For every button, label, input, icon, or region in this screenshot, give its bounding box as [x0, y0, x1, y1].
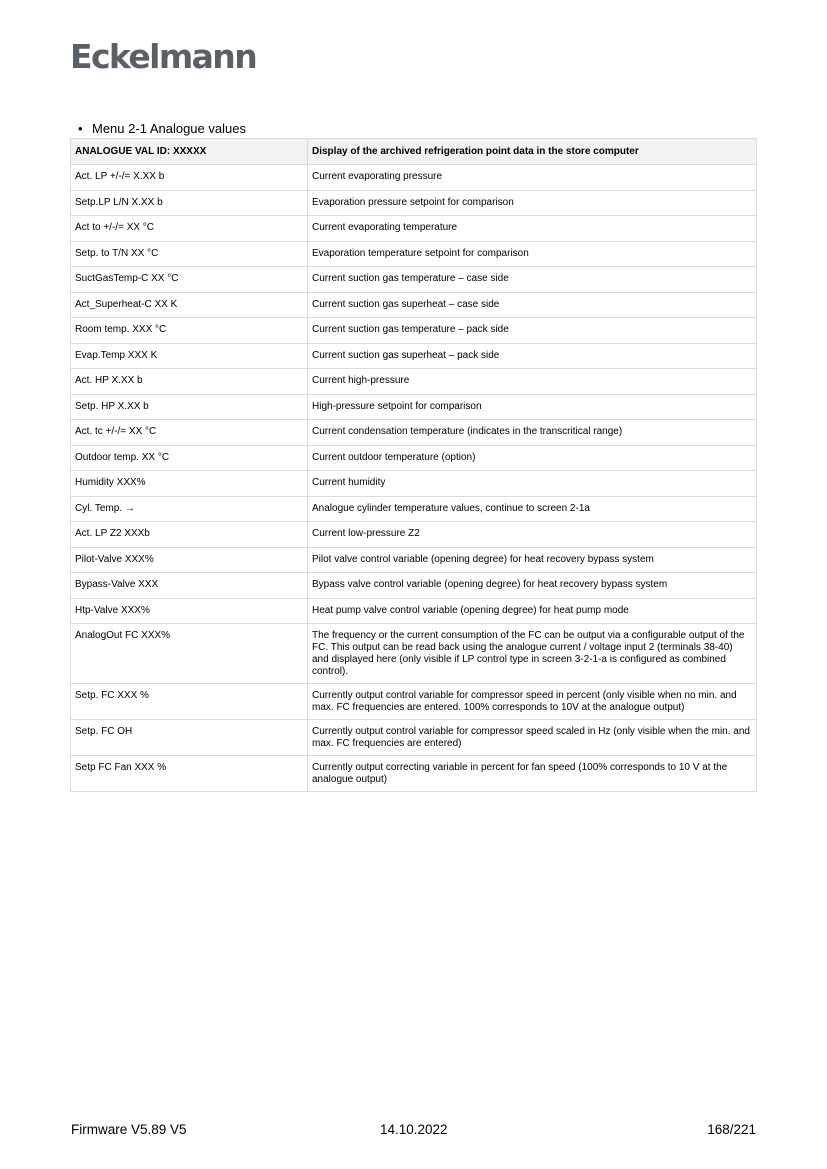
row-label: Pilot-Valve XXX%: [71, 547, 308, 573]
row-description: Currently output correcting variable in percent for fan speed (100% corresponds to 10 V at the analogue output): [308, 756, 757, 792]
table-row: [71, 241, 757, 267]
footer-page-number: 168/221: [707, 1122, 756, 1137]
eckelmann-logo: Eckelmann: [70, 37, 257, 76]
row-label: Humidity XXX%: [71, 471, 308, 497]
row-label: Setp.LP L/N X.XX b: [71, 190, 308, 216]
table-row: [71, 369, 757, 395]
row-description: Current high-pressure: [308, 369, 757, 395]
column-header-description: Display of the archived refrigeration point data in the store computer: [308, 139, 757, 165]
table-row: [71, 394, 757, 420]
table-row: [71, 496, 757, 522]
table-row: [71, 471, 757, 497]
row-description: Evaporation pressure setpoint for comparison: [308, 190, 757, 216]
row-label: Htp-Valve XXX%: [71, 598, 308, 624]
row-description: Heat pump valve control variable (opening degree) for heat pump mode: [308, 598, 757, 624]
row-label: Act. HP X.XX b: [71, 369, 308, 395]
row-description: Current suction gas superheat – case side: [308, 292, 757, 318]
row-description: Currently output control variable for compressor speed scaled in Hz (only visible when the min. and max. FC frequencies are entered): [308, 720, 757, 756]
row-description: Current evaporating temperature: [308, 216, 757, 242]
column-header-id: ANALOGUE VAL ID: XXXXX: [71, 139, 308, 165]
table-row: [71, 756, 757, 792]
row-description: Current suction gas superheat – pack side: [308, 343, 757, 369]
table-row: [71, 573, 757, 599]
row-label: Setp. FC OH: [71, 720, 308, 756]
row-label: Setp FC Fan XXX %: [71, 756, 308, 792]
table-row: [71, 267, 757, 293]
row-description: Pilot valve control variable (opening degree) for heat recovery bypass system: [308, 547, 757, 573]
row-label: Act to +/-/= XX °C: [71, 216, 308, 242]
table-row: [71, 522, 757, 548]
row-description: Current low-pressure Z2: [308, 522, 757, 548]
row-label: Setp. to T/N XX °C: [71, 241, 308, 267]
row-label: Setp. FC XXX %: [71, 684, 308, 720]
row-label: SuctGasTemp-C XX °C: [71, 267, 308, 293]
row-label: Room temp. XXX °C: [71, 318, 308, 344]
row-description: Current outdoor temperature (option): [308, 445, 757, 471]
footer-firmware: Firmware V5.89 V5: [71, 1122, 187, 1137]
row-description: Current suction gas temperature – pack side: [308, 318, 757, 344]
row-label: Cyl. Temp. →: [71, 496, 308, 522]
table-row: [71, 420, 757, 446]
section-title: Menu 2-1 Analogue values: [92, 121, 246, 136]
row-description: Analogue cylinder temperature values, continue to screen 2-1a: [308, 496, 757, 522]
bullet: •: [78, 121, 83, 136]
row-label: Bypass-Valve XXX: [71, 573, 308, 599]
analogue-values-table: [70, 138, 757, 792]
row-label: Act. LP +/-/= X.XX b: [71, 165, 308, 191]
row-label: Outdoor temp. XX °C: [71, 445, 308, 471]
row-description: Current humidity: [308, 471, 757, 497]
row-description: Current suction gas temperature – case side: [308, 267, 757, 293]
row-label: Act_Superheat-C XX K: [71, 292, 308, 318]
row-description: Bypass valve control variable (opening degree) for heat recovery bypass system: [308, 573, 757, 599]
row-label: Setp. HP X.XX b: [71, 394, 308, 420]
section-heading: [78, 121, 246, 136]
row-label: Act. tc +/-/= XX °C: [71, 420, 308, 446]
row-description: Current condensation temperature (indicates in the transcritical range): [308, 420, 757, 446]
table-row: [71, 720, 757, 756]
row-description: Current evaporating pressure: [308, 165, 757, 191]
table-row: [71, 216, 757, 242]
table-row: [71, 598, 757, 624]
row-label: Evap.Temp XXX K: [71, 343, 308, 369]
table-row: [71, 624, 757, 684]
table-row: [71, 190, 757, 216]
table-row: [71, 318, 757, 344]
row-label: AnalogOut FC XXX%: [71, 624, 308, 684]
row-description: Currently output control variable for compressor speed in percent (only visible when no min. and max. FC frequencies are entered. 100% corresponds to 10V at the analogue output): [308, 684, 757, 720]
table-row: [71, 684, 757, 720]
row-description: High-pressure setpoint for comparison: [308, 394, 757, 420]
table-row: [71, 165, 757, 191]
row-description: The frequency or the current consumption of the FC can be output via a configurable output of the FC. This output can be read back using the analogue current / voltage input 2 (terminals 38-40) and displayed here (only visible if LP control type in screen 3-2-1-a is configured as combined control).: [308, 624, 757, 684]
row-description: Evaporation temperature setpoint for comparison: [308, 241, 757, 267]
table-row: [71, 445, 757, 471]
table-row: [71, 343, 757, 369]
footer-date: 14.10.2022: [380, 1122, 448, 1137]
table-row: [71, 292, 757, 318]
row-label: Act. LP Z2 XXXb: [71, 522, 308, 548]
table-header-row: [71, 139, 757, 165]
table-row: [71, 547, 757, 573]
